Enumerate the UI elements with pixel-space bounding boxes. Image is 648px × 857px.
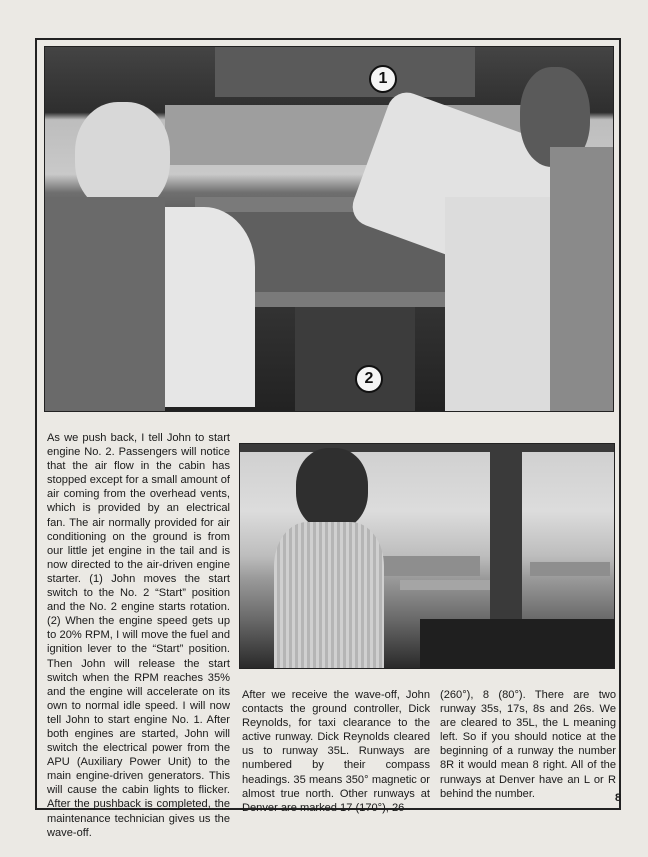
cockpit-photo xyxy=(44,46,614,412)
callout-1-marker xyxy=(369,65,397,93)
body-text-column-3: (260°), 8 (80°). There are two runway 35s, 17s, 8s and 26s. We are cleared to 35L, the L meaning left. So if you should notice at the beginning of a runway the number 8R it would mean 8 right. All of the runways at Denver have an L or R behind the number. xyxy=(440,689,616,800)
body-text-column-2: After we receive the wave-off, John contacts the ground controller, Dick Reynolds, for taxi clearance to the active runway. Dick Reynolds cleared us to runway 35L. Runways are numbered by their compass headings. 35 means 350° magnetic or almost true north. Other runways at Denver are marked 17 (170°), 26 xyxy=(242,689,430,814)
callout-1-label: 1 xyxy=(378,70,388,87)
callout-2-label: 2 xyxy=(364,370,374,387)
control-tower-photo xyxy=(239,443,615,669)
page-number: 8 xyxy=(615,792,622,804)
body-text-column-1: As we push back, I tell John to start engine No. 2. Passengers will notice that the air flow in the cabin has stopped except for a small amount of air coming from the overhead vents, which is provided by an electrical fan. The air normally provided for air conditioning on the ground is from our little jet engine in the tail and is now directed to the air-driven engine starter. (1) John moves the start switch to the No. 2 “Start” position and the No. 2 engine starts rotation. (2) When the engine speed gets up to 20% RPM, I will move the fuel and ignition lever to the “Start” position. Then John will release the start switch when the RPM reaches 35% and the engine will accelerate on its own to normal idle speed. I will now tell John to start engine No. 1. After both engines are started, John will switch the electrical power from the APU (Auxiliary Power Unit) to the main engine-driven generators. This will cause the cabin lights to flicker. After the pushback is completed, the maintenance technician gives us the wave-off. xyxy=(47,432,230,839)
callout-2-marker xyxy=(355,365,383,393)
